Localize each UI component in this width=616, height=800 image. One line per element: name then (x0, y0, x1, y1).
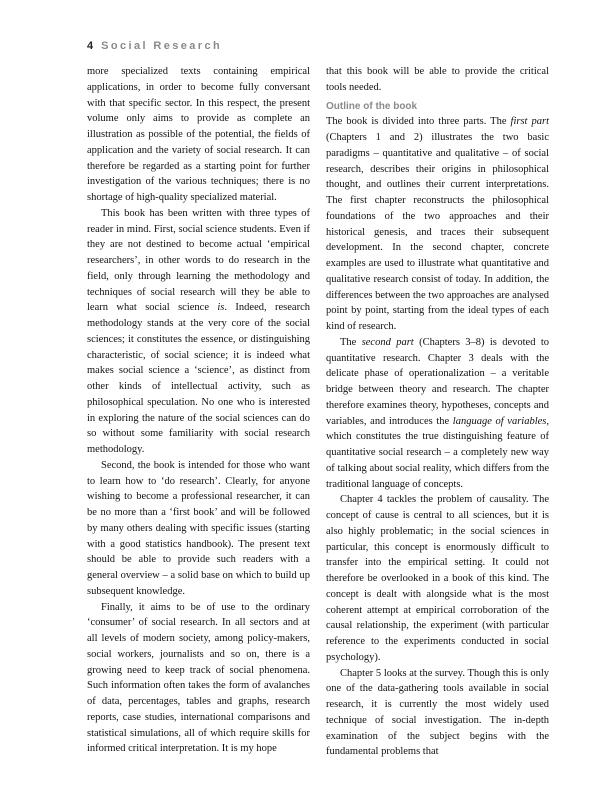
emphasis: is (217, 302, 225, 314)
left-column (87, 64, 310, 757)
text-run: The book is divided into three parts. The (326, 116, 511, 128)
paragraph: Chapter 4 tackles the problem of causality. The concept of cause is central to all sciences, but it is also highly problematic; in the social sciences in particular, this concept is enormously difficult to transfer into the empirical setting. It could not therefore be overlooked in a book of this kind. The concept is dealt with alongside what is the most coherent attempt at empirical corroboration of the causal relationship, the experiment (with particular reference to the experiments conducted in social psychology). (326, 494, 549, 663)
emphasis: first part (510, 116, 550, 128)
emphasis: language of variables (452, 415, 547, 427)
paragraph (326, 114, 549, 335)
right-column (326, 64, 549, 760)
paragraph (87, 206, 310, 458)
paragraph: Second, the book is intended for those who want to learn how to ‘do research’. Clearly, for anyone wishing to become a professional researcher, it can be no more than a ‘first book’ and will be followed by many others dealing with specific issues (starting with a good statistics handbook). The present text should be able to provide such readers with a general overview – a solid base on which to build up subsequent knowledge. (87, 459, 310, 597)
text-run: (Chapters 3–8) is devoted to quantitative research. Chapter 3 deals with the delicate phase of operationalization – a veritable bridge between theory and research. The chapter therefore examines theory, hypotheses, concepts and variables, and introduces the (326, 336, 549, 427)
page-number: 4 (87, 40, 94, 52)
text-run: The (340, 336, 362, 348)
paragraph: that this book will be able to provide the critical tools needed. (326, 66, 549, 93)
paragraph: Chapter 5 looks at the survey. Though this is only one of the data-gathering tools available in social research, it is currently the most widely used technique of social investigation. The in-depth examination of the subject begins with the fundamental problems that (326, 667, 549, 758)
running-head (87, 40, 222, 52)
text-run: , which constitutes the true distinguishing feature of quantitative social research – a completely new way of talking about social reality, which differs from the traditional language of concepts. (326, 415, 549, 490)
paragraph: Finally, it aims to be of use to the ordinary ‘consumer’ of social research. In all sectors and at all levels of modern society, among policy-makers, social workers, journalists and so on, there is a growing need to keep track of social phenomena. Such information often takes the form of avalanches of data, percentages, tables and graphs, research reports, case studies, international comparisons and statistical simulations, all of which require skills for informed critical interpretation. It is my hope (87, 601, 310, 755)
text-run: (Chapters 1 and 2) illustrates the two basic paradigms – quantitative and qualitative – of social research, describes their origins in philosophical thought, and outlines their current interpretations. The first chapter reconstructs the philosophical foundations of the two approaches and their historical genesis, and traces their subsequent development. In the second chapter, concrete examples are used to illustrate what quantitative and qualitative research consist of today. In addition, the differences between the two approaches are analysed point by point, starting from the ideal types of each kind of research. (326, 132, 549, 332)
section-heading: Outline of the book (326, 100, 418, 112)
running-head-title: Social Research (101, 40, 223, 52)
text-run: . Indeed, research methodology stands at the very core of the social sciences; it constitutes the essence, or distinguishing characteristic, of social science; it is indeed what makes social science a ‘science’, as distinct from other kinds of intellectual activity, such as philosophical speculation. No one who is interested in exploring the nature of the social sciences can do so without some familiarity with social research methodology. (87, 302, 310, 455)
paragraph: more specialized texts containing empirical applications, in order to become fully conversant with that specific sector. In this respect, the present volume only aims to provide as complete an illustration as possible of the potential, the fields of application and the variety of social research. It can therefore be regarded as a starting point for further investigation of the various techniques; there is no shortage of high-quality specialized material. (87, 66, 310, 203)
text-run: This book has been written with three types of reader in mind. First, social science students. Even if they are not destined to become actual ‘empirical researchers’, in other words to do research in the field, only through learning the methodology and techniques of social research will they be able to learn what social science (87, 207, 310, 314)
paragraph (326, 335, 549, 493)
emphasis: second part (361, 336, 414, 348)
